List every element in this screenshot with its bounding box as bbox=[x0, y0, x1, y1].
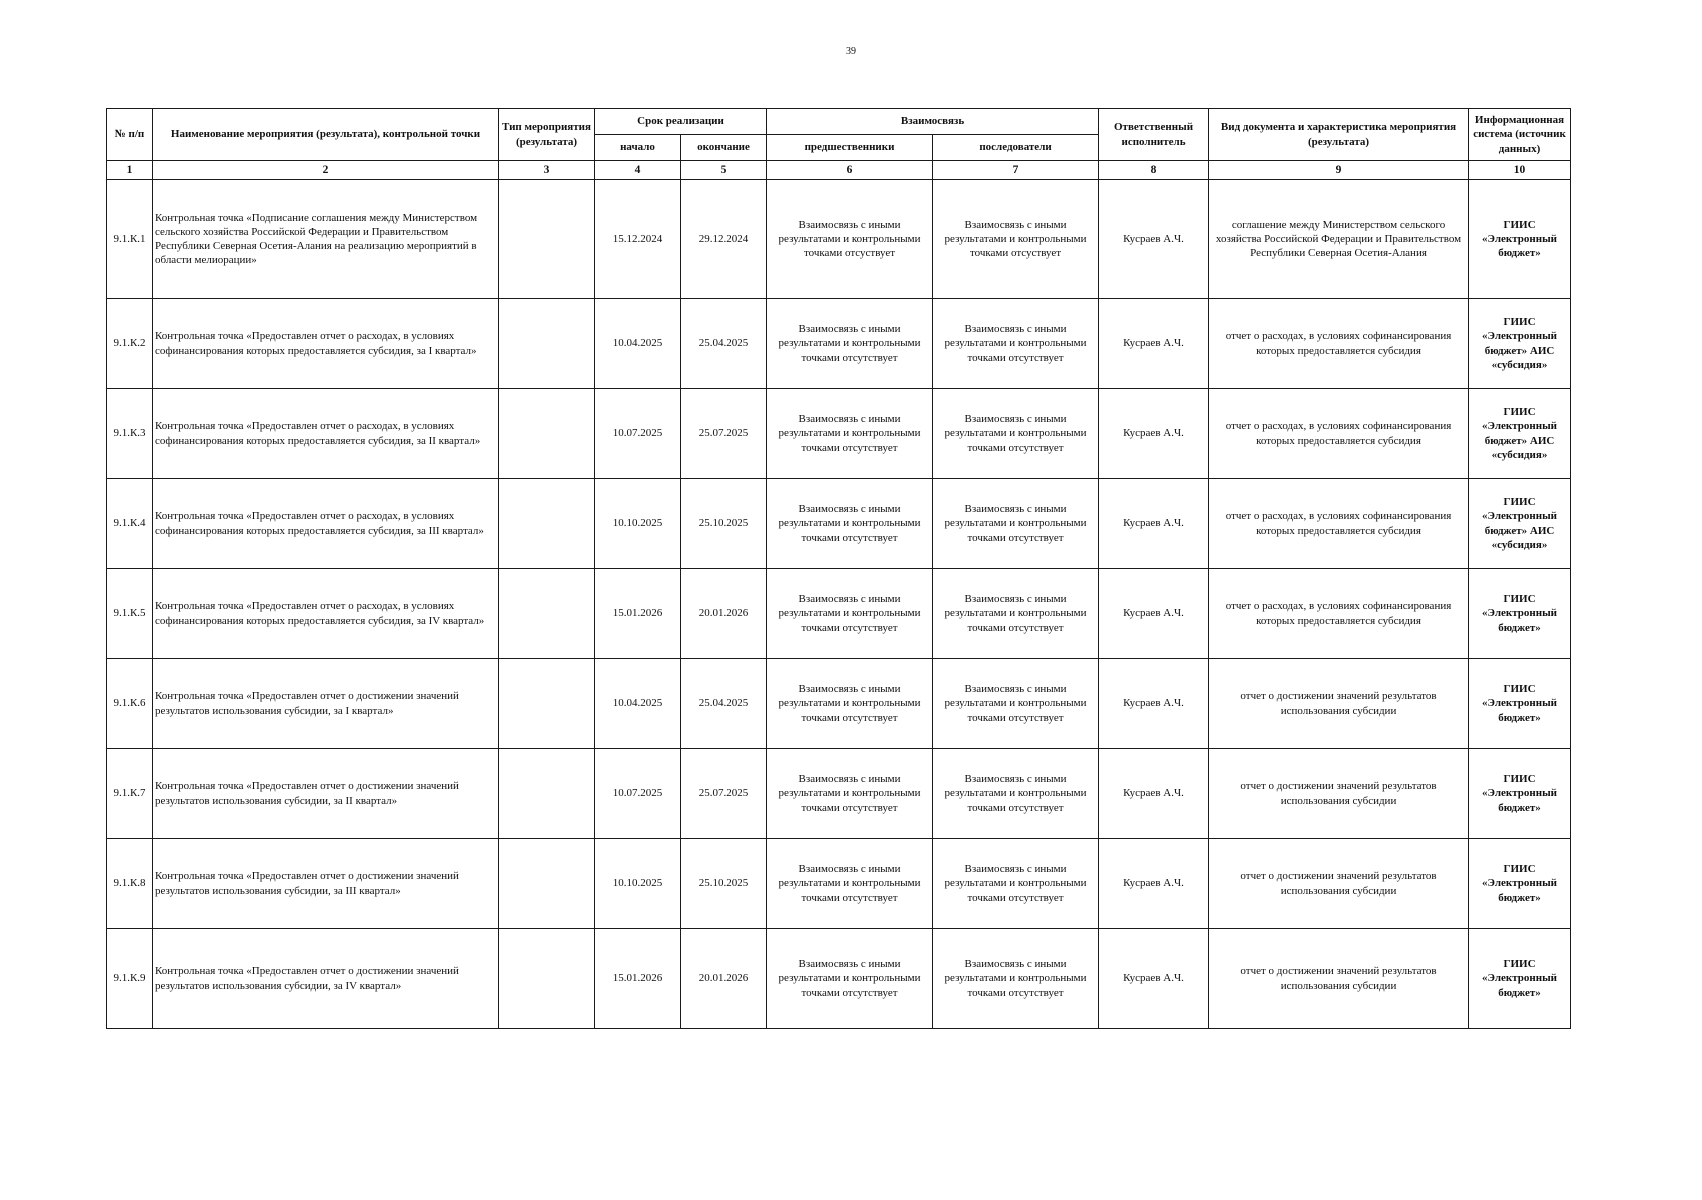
header-number: № п/п bbox=[107, 109, 153, 161]
row-executor: Кусраев А.Ч. bbox=[1099, 929, 1209, 1029]
column-number: 7 bbox=[933, 161, 1099, 180]
row-type bbox=[499, 299, 595, 389]
row-start-date: 15.01.2026 bbox=[595, 569, 681, 659]
row-system: ГИИС «Электронный бюджет» bbox=[1469, 749, 1571, 839]
column-number: 8 bbox=[1099, 161, 1209, 180]
row-executor: Кусраев А.Ч. bbox=[1099, 180, 1209, 299]
row-predecessors: Взаимосвязь с иными результатами и контрольными точками отсутствует bbox=[767, 389, 933, 479]
header-end: окончание bbox=[681, 135, 767, 161]
row-system: ГИИС «Электронный бюджет» bbox=[1469, 659, 1571, 749]
row-predecessors: Взаимосвязь с иными результатами и контрольными точками отсутствует bbox=[767, 929, 933, 1029]
row-end-date: 25.04.2025 bbox=[681, 659, 767, 749]
row-name: Контрольная точка «Предоставлен отчет о достижении значений результатов использования субсидии, за IV квартал» bbox=[153, 929, 499, 1029]
header-start: начало bbox=[595, 135, 681, 161]
row-name: Контрольная точка «Предоставлен отчет о расходах, в условиях софинансирования которых предоставляется субсидия, за II квартал» bbox=[153, 389, 499, 479]
page-number: 39 bbox=[846, 46, 856, 57]
row-document: отчет о расходах, в условиях софинансирования которых предоставляется субсидия bbox=[1209, 299, 1469, 389]
row-name: Контрольная точка «Предоставлен отчет о достижении значений результатов использования субсидии, за II квартал» bbox=[153, 749, 499, 839]
row-start-date: 10.04.2025 bbox=[595, 299, 681, 389]
row-id: 9.1.К.3 bbox=[107, 389, 153, 479]
row-name: Контрольная точка «Предоставлен отчет о достижении значений результатов использования субсидии, за III квартал» bbox=[153, 839, 499, 929]
header-system: Информационная система (источник данных) bbox=[1469, 109, 1571, 161]
row-name: Контрольная точка «Предоставлен отчет о расходах, в условиях софинансирования которых предоставляется субсидия, за I квартал» bbox=[153, 299, 499, 389]
row-end-date: 25.07.2025 bbox=[681, 389, 767, 479]
row-type bbox=[499, 929, 595, 1029]
table-row bbox=[107, 479, 1571, 569]
header-predecessors: предшественники bbox=[767, 135, 933, 161]
row-id: 9.1.К.9 bbox=[107, 929, 153, 1029]
row-end-date: 25.10.2025 bbox=[681, 479, 767, 569]
row-predecessors: Взаимосвязь с иными результатами и контрольными точками отсутствует bbox=[767, 299, 933, 389]
row-end-date: 20.01.2026 bbox=[681, 569, 767, 659]
table-row bbox=[107, 299, 1571, 389]
row-id: 9.1.К.1 bbox=[107, 180, 153, 299]
row-predecessors: Взаимосвязь с иными результатами и контрольными точками отсутствует bbox=[767, 749, 933, 839]
row-system: ГИИС «Электронный бюджет» bbox=[1469, 569, 1571, 659]
table-row bbox=[107, 749, 1571, 839]
row-predecessors: Взаимосвязь с иными результатами и контрольными точками отсутствует bbox=[767, 839, 933, 929]
row-type bbox=[499, 839, 595, 929]
row-predecessors: Взаимосвязь с иными результатами и контрольными точками отсутствует bbox=[767, 659, 933, 749]
row-name: Контрольная точка «Предоставлен отчет о достижении значений результатов использования субсидии, за I квартал» bbox=[153, 659, 499, 749]
table-row bbox=[107, 389, 1571, 479]
table-row bbox=[107, 839, 1571, 929]
row-system: ГИИС «Электронный бюджет» АИС «субсидия» bbox=[1469, 299, 1571, 389]
row-start-date: 10.10.2025 bbox=[595, 839, 681, 929]
table-row bbox=[107, 659, 1571, 749]
column-number: 9 bbox=[1209, 161, 1469, 180]
row-id: 9.1.К.2 bbox=[107, 299, 153, 389]
row-predecessors: Взаимосвязь с иными результатами и контрольными точками отсутствует bbox=[767, 569, 933, 659]
row-successors: Взаимосвязь с иными результатами и контрольными точками отсутствует bbox=[933, 569, 1099, 659]
row-system: ГИИС «Электронный бюджет» АИС «субсидия» bbox=[1469, 479, 1571, 569]
row-system: ГИИС «Электронный бюджет» bbox=[1469, 929, 1571, 1029]
row-document: отчет о расходах, в условиях софинансирования которых предоставляется субсидия bbox=[1209, 569, 1469, 659]
column-numbers-row bbox=[107, 161, 1571, 180]
row-executor: Кусраев А.Ч. bbox=[1099, 839, 1209, 929]
column-number: 4 bbox=[595, 161, 681, 180]
row-system: ГИИС «Электронный бюджет» bbox=[1469, 180, 1571, 299]
row-successors: Взаимосвязь с иными результатами и контрольными точками отсутствует bbox=[933, 929, 1099, 1029]
row-successors: Взаимосвязь с иными результатами и контрольными точками отсуствует bbox=[933, 180, 1099, 299]
row-name: Контрольная точка «Подписание соглашения между Министерством сельского хозяйства Российской Федерации и Правительством Республики Северная Осетия-Алания на реализацию мероприятий в области мелиорации» bbox=[153, 180, 499, 299]
row-document: отчет о расходах, в условиях софинансирования которых предоставляется субсидия bbox=[1209, 479, 1469, 569]
row-system: ГИИС «Электронный бюджет» АИС «субсидия» bbox=[1469, 389, 1571, 479]
table-row bbox=[107, 929, 1571, 1029]
header-term-group: Срок реализации bbox=[595, 109, 767, 135]
header-successors: последователи bbox=[933, 135, 1099, 161]
row-executor: Кусраев А.Ч. bbox=[1099, 569, 1209, 659]
row-end-date: 29.12.2024 bbox=[681, 180, 767, 299]
column-number: 1 bbox=[107, 161, 153, 180]
plan-table bbox=[106, 108, 1571, 1029]
row-start-date: 10.04.2025 bbox=[595, 659, 681, 749]
row-predecessors: Взаимосвязь с иными результатами и контрольными точками отсуствует bbox=[767, 180, 933, 299]
row-document: отчет о расходах, в условиях софинансирования которых предоставляется субсидия bbox=[1209, 389, 1469, 479]
row-successors: Взаимосвязь с иными результатами и контрольными точками отсутствует bbox=[933, 659, 1099, 749]
row-executor: Кусраев А.Ч. bbox=[1099, 299, 1209, 389]
header-name: Наименование мероприятия (результата), контрольной точки bbox=[153, 109, 499, 161]
row-document: отчет о достижении значений результатов использования субсидии bbox=[1209, 839, 1469, 929]
row-successors: Взаимосвязь с иными результатами и контрольными точками отсутствует bbox=[933, 389, 1099, 479]
row-end-date: 20.01.2026 bbox=[681, 929, 767, 1029]
row-type bbox=[499, 479, 595, 569]
header-type: Тип мероприятия (результата) bbox=[499, 109, 595, 161]
row-successors: Взаимосвязь с иными результатами и контрольными точками отсутствует bbox=[933, 839, 1099, 929]
row-id: 9.1.К.7 bbox=[107, 749, 153, 839]
row-predecessors: Взаимосвязь с иными результатами и контрольными точками отсутствует bbox=[767, 479, 933, 569]
row-name: Контрольная точка «Предоставлен отчет о расходах, в условиях софинансирования которых предоставляется субсидия, за IV квартал» bbox=[153, 569, 499, 659]
row-end-date: 25.10.2025 bbox=[681, 839, 767, 929]
row-successors: Взаимосвязь с иными результатами и контрольными точками отсутствует bbox=[933, 479, 1099, 569]
row-start-date: 15.01.2026 bbox=[595, 929, 681, 1029]
column-number: 2 bbox=[153, 161, 499, 180]
table-header bbox=[107, 109, 1571, 180]
row-id: 9.1.К.4 bbox=[107, 479, 153, 569]
row-type bbox=[499, 389, 595, 479]
row-document: соглашение между Министерством сельского хозяйства Российской Федерации и Правительством Республики Северная Осетия-Алания bbox=[1209, 180, 1469, 299]
row-end-date: 25.04.2025 bbox=[681, 299, 767, 389]
row-type bbox=[499, 569, 595, 659]
row-id: 9.1.К.5 bbox=[107, 569, 153, 659]
row-type bbox=[499, 749, 595, 839]
row-type bbox=[499, 180, 595, 299]
row-start-date: 10.10.2025 bbox=[595, 479, 681, 569]
row-document: отчет о достижении значений результатов использования субсидии bbox=[1209, 659, 1469, 749]
row-start-date: 15.12.2024 bbox=[595, 180, 681, 299]
row-name: Контрольная точка «Предоставлен отчет о расходах, в условиях софинансирования которых предоставляется субсидия, за III квартал» bbox=[153, 479, 499, 569]
row-successors: Взаимосвязь с иными результатами и контрольными точками отсутствует bbox=[933, 299, 1099, 389]
column-number: 3 bbox=[499, 161, 595, 180]
table-body bbox=[107, 180, 1571, 1029]
row-executor: Кусраев А.Ч. bbox=[1099, 749, 1209, 839]
row-end-date: 25.07.2025 bbox=[681, 749, 767, 839]
row-start-date: 10.07.2025 bbox=[595, 389, 681, 479]
header-executor: Ответственный исполнитель bbox=[1099, 109, 1209, 161]
row-type bbox=[499, 659, 595, 749]
column-number: 5 bbox=[681, 161, 767, 180]
header-document: Вид документа и характеристика мероприятия (результата) bbox=[1209, 109, 1469, 161]
row-executor: Кусраев А.Ч. bbox=[1099, 479, 1209, 569]
row-successors: Взаимосвязь с иными результатами и контрольными точками отсутствует bbox=[933, 749, 1099, 839]
table-row bbox=[107, 180, 1571, 299]
row-executor: Кусраев А.Ч. bbox=[1099, 389, 1209, 479]
column-number: 6 bbox=[767, 161, 933, 180]
row-document: отчет о достижении значений результатов использования субсидии bbox=[1209, 749, 1469, 839]
row-id: 9.1.К.8 bbox=[107, 839, 153, 929]
row-id: 9.1.К.6 bbox=[107, 659, 153, 749]
row-executor: Кусраев А.Ч. bbox=[1099, 659, 1209, 749]
row-system: ГИИС «Электронный бюджет» bbox=[1469, 839, 1571, 929]
row-document: отчет о достижении значений результатов использования субсидии bbox=[1209, 929, 1469, 1029]
row-start-date: 10.07.2025 bbox=[595, 749, 681, 839]
table-row bbox=[107, 569, 1571, 659]
column-number: 10 bbox=[1469, 161, 1571, 180]
header-link-group: Взаимосвязь bbox=[767, 109, 1099, 135]
